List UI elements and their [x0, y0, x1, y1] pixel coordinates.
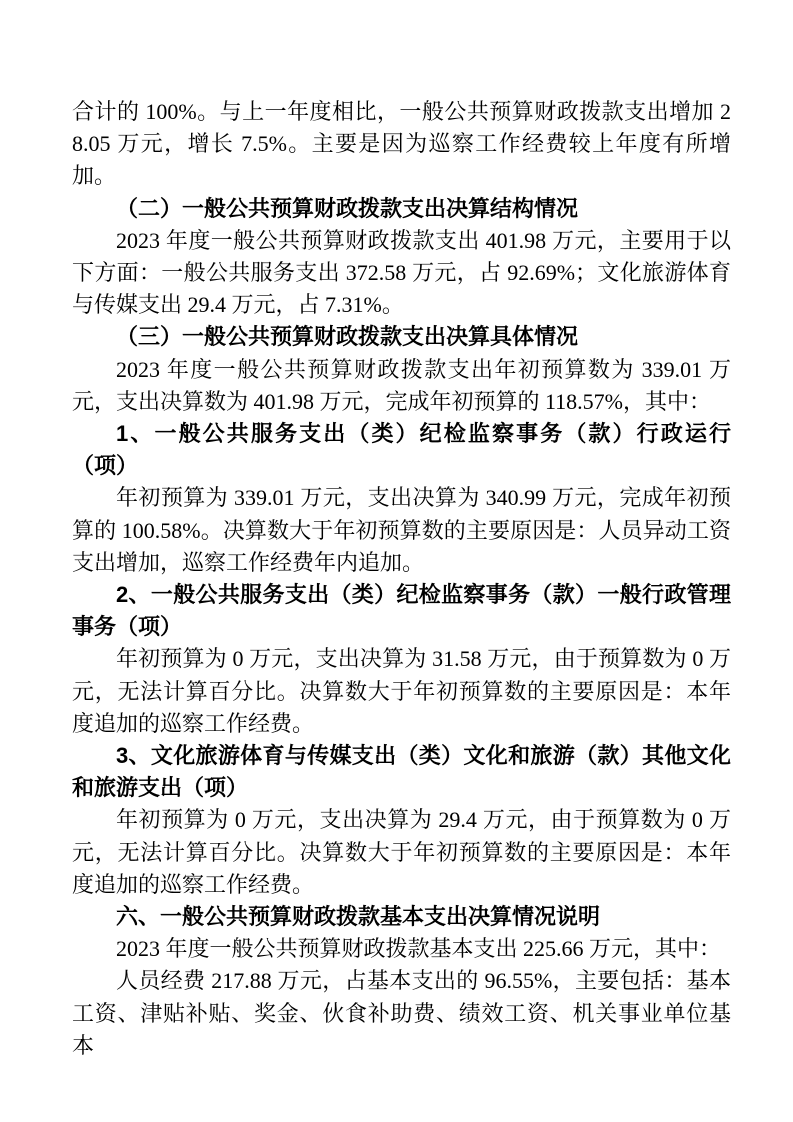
heading-subsection-3-expenditure-specifics: （三）一般公共预算财政拨款支出决算具体情况 [116, 324, 579, 350]
heading-item-2-general-admin-affairs: 2、一般公共服务支出（类）纪检监察事务（款）一般行政管理事务（项） [72, 582, 731, 640]
paragraph-item-2-detail: 年初预算为 0 万元，支出决算为 31.58 万元，由于预算数为 0 万元，无法计算百分比。决算数大于年初预算数的主要原因是：本年度追加的巡察工作经费。 [72, 646, 731, 736]
paragraph-expenditure-specifics-intro: 2023 年度一般公共预算财政拨款支出年初预算数为 339.01 万元，支出决算数为 401.98 万元，完成年初预算的 118.57%，其中： [72, 356, 731, 414]
paragraph-expenditure-structure: 2023 年度一般公共预算财政拨款支出 401.98 万元，主要用于以下方面：一般公共服务支出 372.58 万元，占 92.69%；文化旅游体育与传媒支出 29.4 万元，占 7.31%。 [72, 227, 731, 318]
heading-section-6-basic-expenditure: 六、一般公共预算财政拨款基本支出决算情况说明 [116, 904, 601, 930]
paragraph-item-3-detail: 年初预算为 0 万元，支出决算为 29.4 万元，由于预算数为 0 万元，无法计算百分比。决算数大于年初预算数的主要原因是：本年度追加的巡察工作经费。 [72, 807, 731, 897]
heading-item-1-administrative-operation: 1、一般公共服务支出（类）纪检监察事务（款）行政运行（项） [72, 421, 731, 479]
paragraph-basic-expenditure-total: 2023 年度一般公共预算财政拨款基本支出 225.66 万元，其中： [116, 936, 722, 962]
heading-subsection-2-expenditure-structure: （二）一般公共预算财政拨款支出决算结构情况 [116, 195, 579, 221]
paragraph-item-1-detail: 年初预算为 339.01 万元，支出决算为 340.99 万元，完成年初预算的 100.58%。决算数大于年初预算数的主要原因是：人员异动工资支出增加，巡察工作经费年内追加。 [72, 485, 731, 575]
paragraph-continuation-total-comparison: 合计的 100%。与上一年度相比，一般公共预算财政拨款支出增加 28.05 万元，增长 7.5%。主要是因为巡察工作经费较上年度有所增加。 [72, 99, 731, 189]
paragraph-personnel-expense: 人员经费 217.88 万元，占基本支出的 96.55%，主要包括：基本工资、津贴补贴、奖金、伙食补助费、绩效工资、机关事业单位基本 [72, 968, 731, 1058]
heading-item-3-culture-tourism: 3、文化旅游体育与传媒支出（类）文化和旅游（款）其他文化和旅游支出（项） [72, 743, 731, 801]
